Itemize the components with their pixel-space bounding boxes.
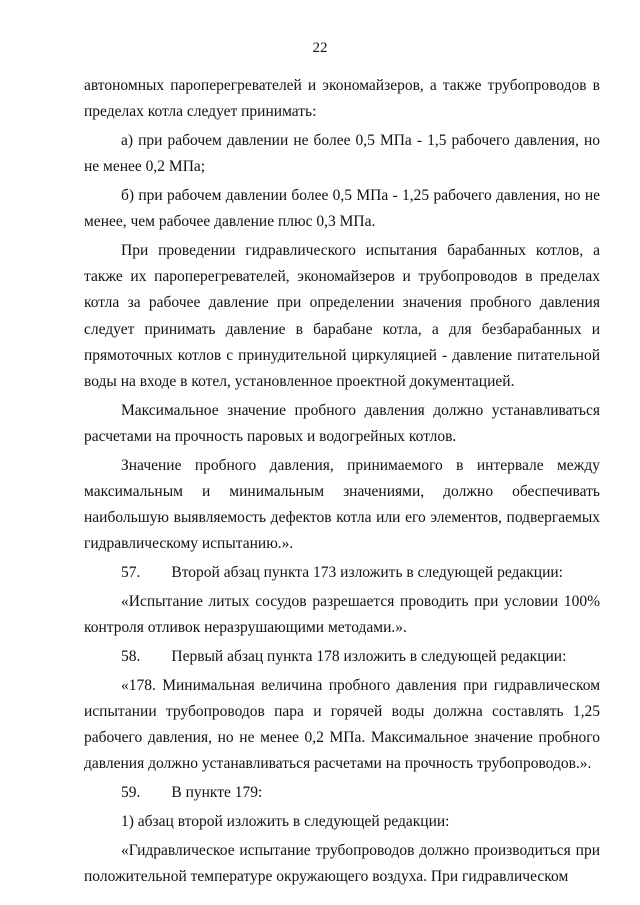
paragraph-item-b: б) при рабочем давлении более 0,5 МПа - 1,25 рабочего давления, но не менее, чем рабочее давление плюс 0,3 МПа. (84, 187, 600, 231)
paragraph-continuation: автономных пароперегревателей и экономайзеров, а также трубопроводов в пределах котла следует принимать: (84, 77, 600, 121)
paragraph-item-178: «178. Минимальная величина пробного давления при гидравлическом испытании трубопроводов пара и горячей воды должна составлять 1,25 рабочего давления, но не менее 0,2 МПа. Максимальное значение пробного давления должно устанавливаться расчетами на прочность трубопроводов.». (84, 676, 600, 773)
paragraph-item-a: а) при рабочем давлении не более 0,5 МПа - 1,5 рабочего давления, но не менее 0,2 МПа; (84, 132, 600, 176)
paragraph-max-pressure: Максимальное значение пробного давления должно устанавливаться расчетами на прочность паровых и водогрейных котлов. (84, 401, 600, 446)
paragraph-drum-boilers: При проведении гидравлического испытания барабанных котлов, а также их пароперегревателей, экономайзеров и трубопроводов в пределах котла за рабочее давление при определении значения пробного давления следует принимать давление в барабане котла, а для безбарабанных и прямоточных котлов с принудительной циркуляцией - давление питательной воды на входе в котел, установленное проектной документацией. (84, 242, 600, 391)
paragraph-cast-vessels: «Испытание литых сосудов разрешается проводить при условии 100% контроля отливок неразрушающими методами.». (84, 593, 600, 637)
paragraph-pipeline-test: «Гидравлическое испытание трубопроводов должно производиться при положительной температуре окружающего воздуха. При гидравлическом (84, 841, 600, 886)
paragraph-item-57: 57. Второй абзац пункта 173 изложить в следующей редакции: (121, 564, 563, 582)
document-body (84, 73, 600, 893)
paragraph-item-58: 58. Первый абзац пункта 178 изложить в следующей редакции: (121, 648, 567, 666)
paragraph-item-59: 59. В пункте 179: (121, 784, 263, 802)
paragraph-test-pressure-value: Значение пробного давления, принимаемого в интервале между максимальным и минимальным значениями, должно обеспечивать наибольшую выявляемость дефектов котла или его элементов, подвергаемых гидравлическому испытанию.». (84, 456, 600, 553)
paragraph-subitem-1: 1) абзац второй изложить в следующей редакции: (121, 813, 450, 831)
page-number: 22 (312, 40, 328, 56)
